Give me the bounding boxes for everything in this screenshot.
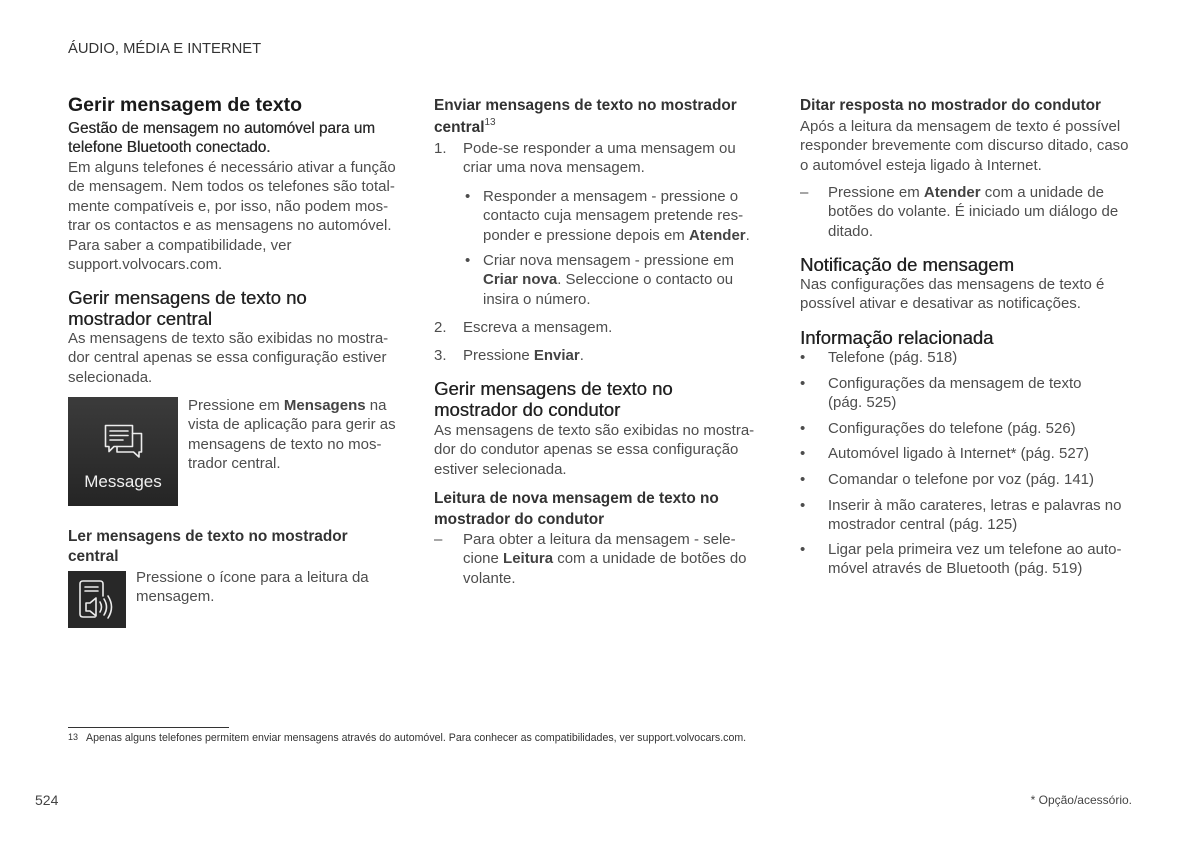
footnote-number: 13 <box>68 732 79 742</box>
bullet-marker: • <box>800 470 806 488</box>
bullet-marker: • <box>800 374 806 392</box>
dictate-body: Após a leitura da mensagem de texto é possível responder brevemente com discurso ditado, caso o automóvel esteja ligado à Internet. <box>800 117 1129 174</box>
bullet-marker: • <box>465 251 471 269</box>
footnote-divider <box>68 727 229 728</box>
bullet-text-part: Responder a mensagem - pressione o contacto cuja mensagem pretende res- ponder e pressione depois em <box>483 187 744 244</box>
bullet-marker: • <box>465 187 471 205</box>
bullet-marker: • <box>800 348 806 366</box>
read-aloud-button-image <box>68 571 126 628</box>
subheading-send-messages <box>434 95 737 139</box>
step-text: Pode-se responder a uma mensagem ou criar uma nova mensagem. <box>463 139 736 176</box>
step-number: 3. <box>434 346 447 364</box>
subheading-dictate-reply: Ditar resposta no mostrador do condutor <box>800 97 1101 114</box>
related-item-text: Configurações do telefone (pág. 526) <box>828 419 1076 437</box>
step-text-part: Pressione <box>463 346 534 364</box>
dash-marker: – <box>800 183 809 201</box>
step-text-part: . <box>579 346 584 364</box>
section-header: ÁUDIO, MÉDIA E INTERNET <box>68 41 262 57</box>
subheading-read-messages: Ler mensagens de texto no mostrador central <box>68 527 348 565</box>
bullet-text-part: Criar nova mensagem - pressione em <box>483 251 734 269</box>
step-text-bold: Atender <box>923 183 981 201</box>
messages-app-tile <box>68 397 178 506</box>
central-display-body: As mensagens de texto são exibidas no mostra- dor central apenas se essa configuração estiver selecionada. <box>68 329 389 386</box>
read-message-aloud-icon <box>78 580 118 620</box>
messages-app-label: Messages <box>84 472 162 491</box>
dash-marker: – <box>434 530 443 548</box>
page-number: 524 <box>35 792 59 808</box>
related-item-text: Telefone (pág. 518) <box>828 348 958 366</box>
read-instruction: Pressione o ícone para a leitura da mensagem. <box>136 568 369 605</box>
bullet-marker: • <box>800 444 806 462</box>
footnote-reference: 13 <box>484 117 496 128</box>
step-text-bold: Enviar <box>533 346 580 364</box>
step-text-part: com a unidade de botões do volante. <box>463 550 747 587</box>
intro-body-text: Em alguns telefones é necessário ativar a função de mensagem. Nem todos os telefones são total- mente compatíveis e, por isso, não podem mos- trar os contactos e as mensagens no automóvel. Para saber a compatibilidade, ver support.volvocars.com. <box>68 158 396 273</box>
bullet-marker: • <box>800 419 806 437</box>
option-accessory-note: * Opção/acessório. <box>1030 793 1132 807</box>
step-text <box>828 183 1118 242</box>
section-heading-driver-display: Gerir mensagens de texto no mostrador do condutor <box>434 378 673 420</box>
section-heading-central-display: Gerir mensagens de texto no mostrador central <box>68 287 307 329</box>
related-item-text: Comandar o telefone por voz (pág. 141) <box>828 470 1094 488</box>
related-item-text: Automóvel ligado à Internet* (pág. 527) <box>828 444 1089 462</box>
subheading-text: Enviar mensagens de texto no mostrador central <box>434 97 737 136</box>
messages-app-icon <box>104 424 144 459</box>
bullet-text-part: . Seleccione o contacto ou insira o número. <box>483 271 734 308</box>
page-title: Gerir mensagem de texto <box>68 94 303 116</box>
step-number: 1. <box>434 139 447 157</box>
step-text <box>463 346 584 366</box>
step-text-bold: Leitura <box>503 550 554 567</box>
driver-display-body: As mensagens de texto são exibidas no mostra- dor do condutor apenas se essa configuração estiver selecionada. <box>434 421 755 478</box>
section-heading-related-info: Informação relacionada <box>800 327 994 348</box>
bullet-text-part: . <box>745 226 750 244</box>
related-item-text: Configurações da mensagem de texto (pág. 525) <box>828 374 1082 411</box>
bullet-text-bold: Atender <box>688 226 746 244</box>
bullet-text <box>483 251 734 310</box>
related-item-text: Inserir à mão carateres, letras e palavras no mostrador central (pág. 125) <box>828 496 1122 533</box>
instruction-text: na vista de aplicação para gerir as mensagens de texto no mos- trador central. <box>188 396 396 472</box>
step-number: 2. <box>434 318 447 336</box>
section-heading-notification: Notificação de mensagem <box>800 254 1014 275</box>
step-text-part: Para obter a leitura da mensagem - sele- cione <box>463 530 736 567</box>
app-name-bold: Mensagens <box>283 396 366 414</box>
bullet-text <box>483 187 750 246</box>
intro-text: Gestão de mensagem no automóvel para um telefone Bluetooth conectado. <box>68 119 375 156</box>
step-text: Escreva a mensagem. <box>463 318 613 336</box>
subheading-read-new-message: Leitura de nova mensagem de texto no mostrador do condutor <box>434 489 719 528</box>
instruction-text: Pressione em <box>188 396 284 414</box>
footnote-text: Apenas alguns telefones permitem enviar mensagens através do automóvel. Para conhecer as compatibilidades, ver support.volvocars.com. <box>86 732 747 744</box>
bullet-text-bold: Criar nova <box>483 271 558 288</box>
step-text <box>463 530 747 589</box>
related-item-text: Ligar pela primeira vez um telefone ao auto- móvel através de Bluetooth (pág. 519) <box>828 540 1122 577</box>
central-instruction <box>188 396 396 474</box>
footnote <box>68 732 746 745</box>
bullet-marker: • <box>800 496 806 514</box>
step-text-part: Pressione em <box>828 183 924 201</box>
bullet-marker: • <box>800 540 806 558</box>
notification-body: Nas configurações das mensagens de texto é possível ativar e desativar as notificações. <box>800 275 1105 312</box>
step-text-part: com a unidade de botões do volante. É iniciado um diálogo de ditado. <box>828 183 1119 240</box>
